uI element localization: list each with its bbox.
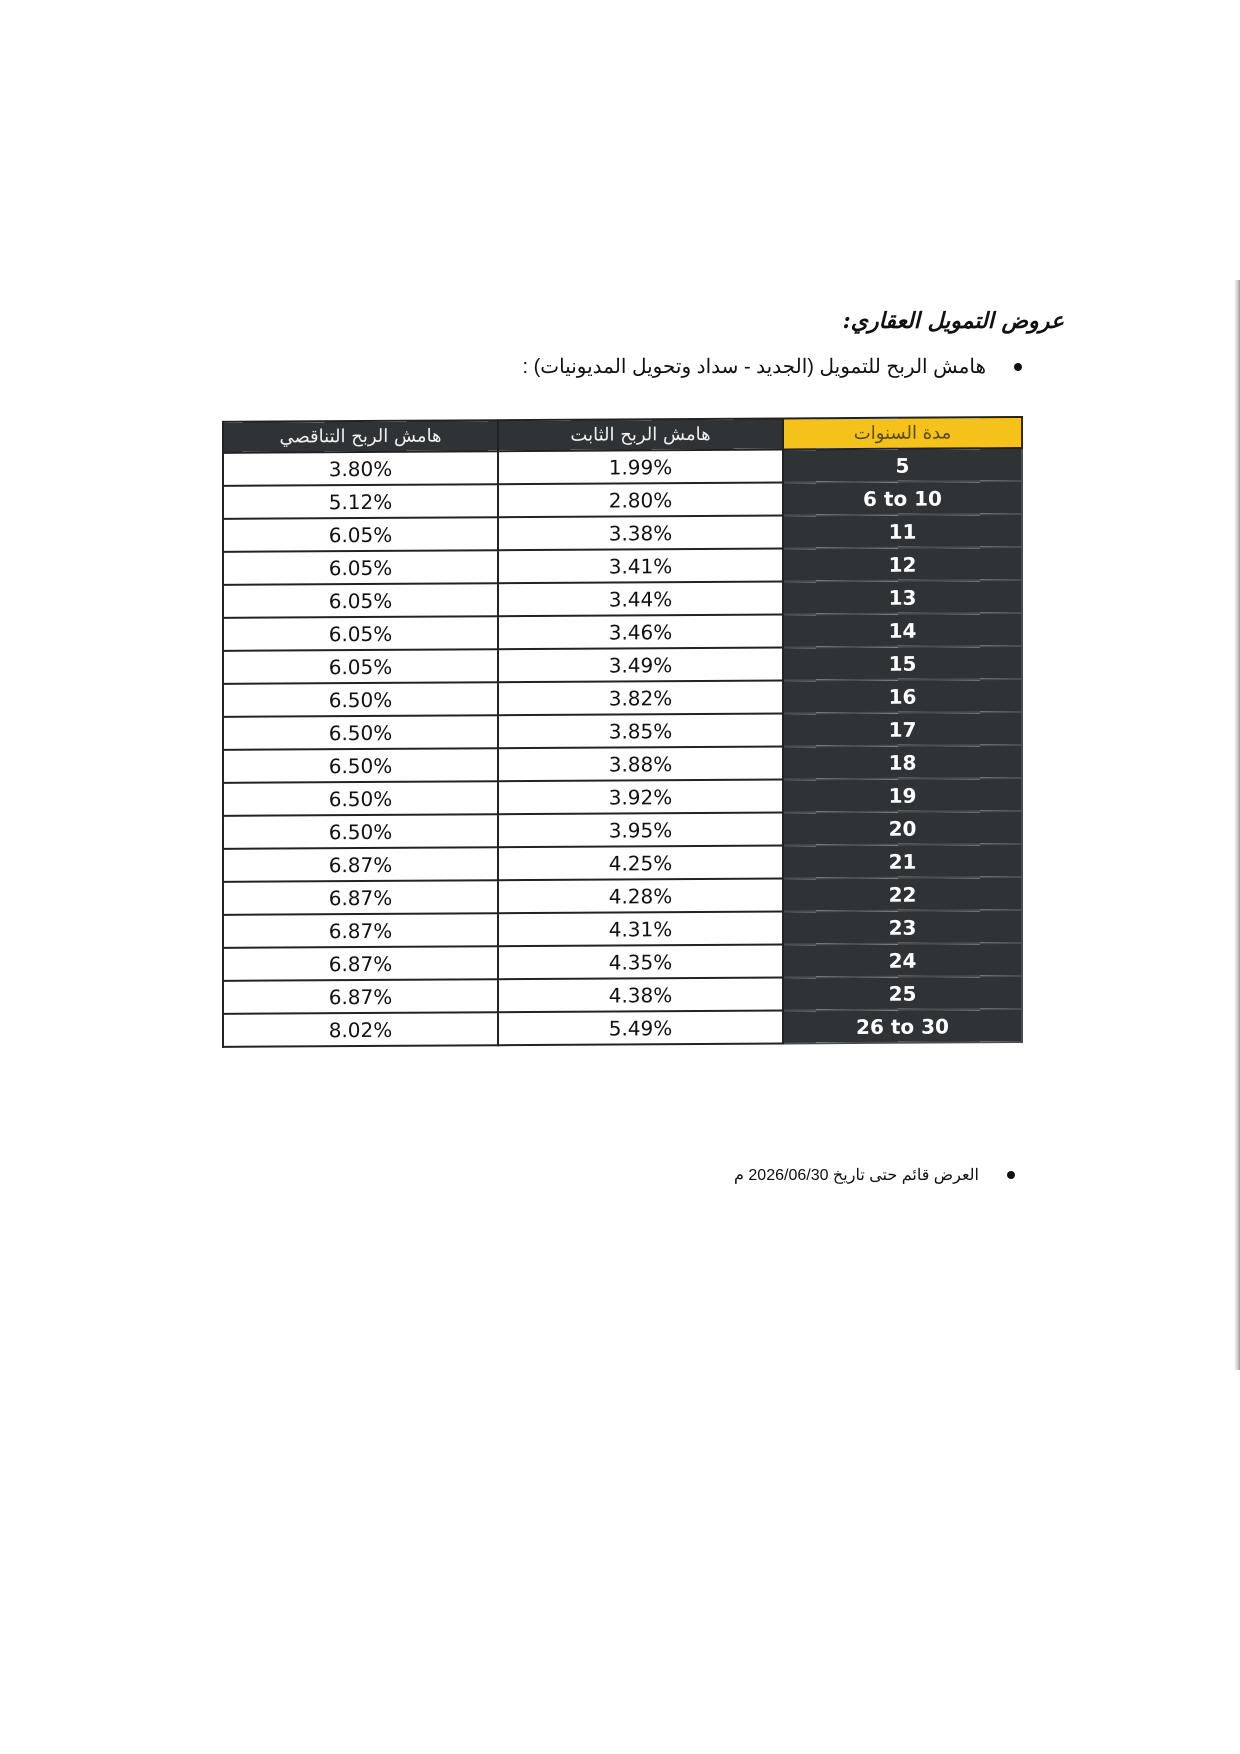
cell-fixed-margin: 3.46% [498, 614, 783, 649]
cell-years: 23 [783, 910, 1022, 944]
cell-declining-margin: 6.87% [223, 946, 498, 981]
cell-declining-margin: 6.05% [223, 517, 498, 552]
profit-margin-bullet [522, 354, 1022, 379]
cell-fixed-margin: 4.38% [498, 977, 783, 1012]
cell-declining-margin: 6.87% [223, 979, 498, 1014]
cell-declining-margin: 3.80% [223, 451, 498, 486]
table-header-row [223, 417, 1022, 453]
table-row [223, 613, 1022, 651]
cell-declining-margin: 6.50% [223, 682, 498, 717]
bullet-dot-icon [1007, 1171, 1015, 1179]
cell-fixed-margin: 4.28% [498, 878, 783, 913]
table-row [223, 811, 1022, 849]
cell-declining-margin: 6.87% [223, 880, 498, 915]
table-row [223, 646, 1022, 684]
cell-declining-margin: 6.05% [223, 649, 498, 684]
cell-declining-margin: 6.05% [223, 616, 498, 651]
cell-declining-margin: 6.50% [223, 748, 498, 783]
cell-years: 17 [783, 712, 1022, 746]
cell-years: 26 to 30 [783, 1009, 1022, 1043]
cell-years: 11 [783, 514, 1022, 548]
cell-fixed-margin: 3.82% [498, 680, 783, 715]
table-row [223, 712, 1022, 750]
header-years: مدة السنوات [783, 417, 1022, 449]
table-row [223, 679, 1022, 717]
table-row [223, 844, 1022, 882]
cell-declining-margin: 8.02% [223, 1012, 498, 1047]
cell-fixed-margin: 3.44% [498, 581, 783, 616]
page-title: عروض التمويل العقاري: [842, 308, 1064, 334]
cell-years: 24 [783, 943, 1022, 977]
cell-fixed-margin: 3.38% [498, 515, 783, 550]
cell-declining-margin: 6.05% [223, 550, 498, 585]
cell-fixed-margin: 1.99% [498, 449, 783, 484]
cell-years: 22 [783, 877, 1022, 911]
header-fixed-margin: هامش الربح الثابت [498, 418, 783, 451]
validity-text: العرض قائم حتى تاريخ 2026/06/30 م [734, 1167, 979, 1184]
cell-fixed-margin: 3.95% [498, 812, 783, 847]
cell-fixed-margin: 3.88% [498, 746, 783, 781]
cell-years: 15 [783, 646, 1022, 680]
profit-margin-text: هامش الربح للتمويل (الجديد - سداد وتحويل المديونيات) : [522, 356, 986, 378]
cell-declining-margin: 6.87% [223, 913, 498, 948]
table-row [223, 910, 1022, 948]
bullet-dot-icon [1014, 363, 1022, 371]
cell-fixed-margin: 3.85% [498, 713, 783, 748]
cell-fixed-margin: 3.92% [498, 779, 783, 814]
cell-fixed-margin: 3.41% [498, 548, 783, 583]
table-row [223, 448, 1022, 486]
scan-page-edge [1234, 280, 1240, 1370]
cell-years: 20 [783, 811, 1022, 845]
cell-years: 12 [783, 547, 1022, 581]
cell-years: 5 [783, 448, 1022, 482]
table-row [223, 877, 1022, 915]
cell-fixed-margin: 2.80% [498, 482, 783, 517]
table-row [223, 580, 1022, 618]
cell-declining-margin: 6.50% [223, 715, 498, 750]
cell-years: 6 to 10 [783, 481, 1022, 515]
table-row [223, 778, 1022, 816]
validity-bullet [734, 1165, 1015, 1185]
table-row [223, 481, 1022, 519]
cell-fixed-margin: 4.25% [498, 845, 783, 880]
table-row [223, 514, 1022, 552]
cell-years: 14 [783, 613, 1022, 647]
cell-declining-margin: 6.05% [223, 583, 498, 618]
table-row [223, 1009, 1022, 1047]
table-row [223, 745, 1022, 783]
cell-years: 21 [783, 844, 1022, 878]
cell-fixed-margin: 3.49% [498, 647, 783, 682]
cell-years: 18 [783, 745, 1022, 779]
cell-fixed-margin: 4.31% [498, 911, 783, 946]
cell-years: 19 [783, 778, 1022, 812]
table-row [223, 943, 1022, 981]
cell-declining-margin: 6.50% [223, 781, 498, 816]
table-row [223, 976, 1022, 1014]
cell-years: 13 [783, 580, 1022, 614]
cell-years: 25 [783, 976, 1022, 1010]
rates-table-container [222, 416, 1021, 1048]
table-row [223, 547, 1022, 585]
cell-fixed-margin: 4.35% [498, 944, 783, 979]
cell-declining-margin: 6.87% [223, 847, 498, 882]
rates-table [222, 416, 1023, 1048]
header-declining-margin: هامش الربح التناقصي [223, 420, 498, 453]
cell-fixed-margin: 5.49% [498, 1010, 783, 1045]
cell-declining-margin: 5.12% [223, 484, 498, 519]
cell-years: 16 [783, 679, 1022, 713]
rates-table-body [223, 448, 1022, 1047]
cell-declining-margin: 6.50% [223, 814, 498, 849]
